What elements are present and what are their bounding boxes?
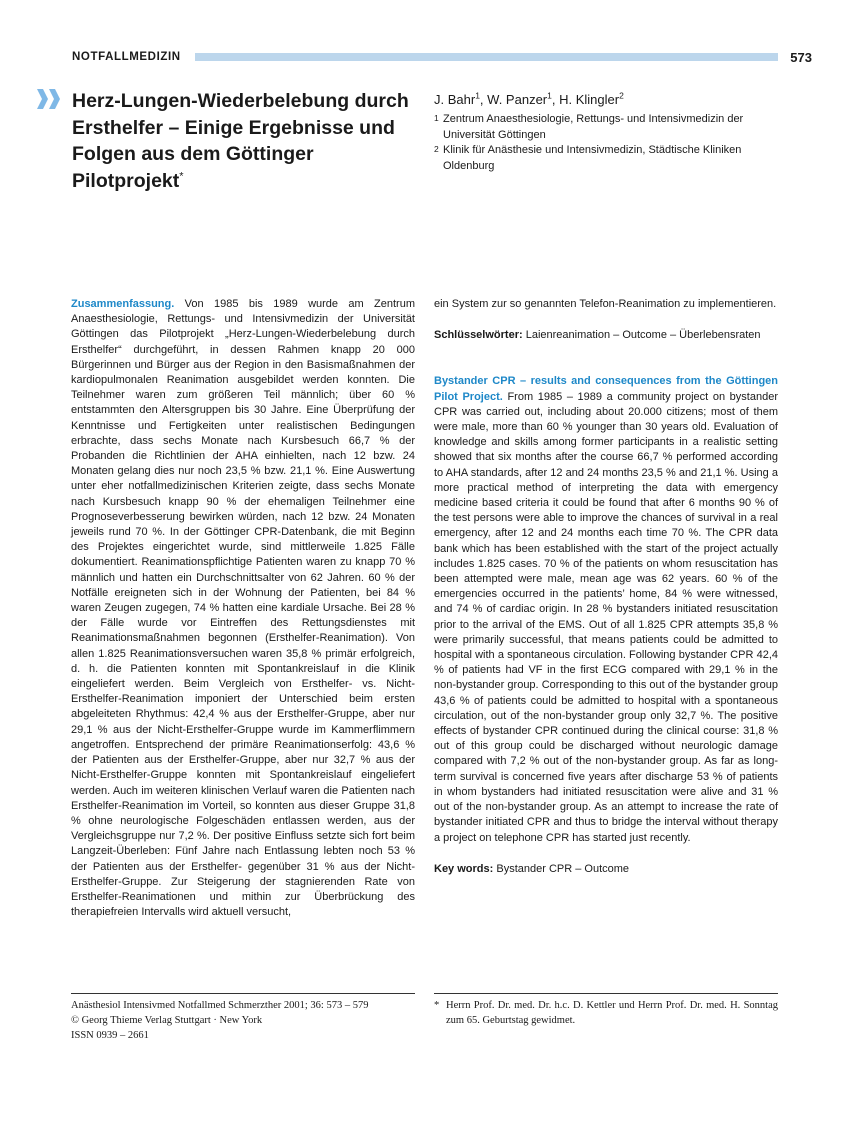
title-footnote-mark: * (179, 170, 184, 182)
page-number: 573 (790, 49, 812, 65)
author-affiliation-mark: 1 (547, 90, 552, 101)
affiliation-number: 2 (434, 144, 439, 154)
author-affiliation-mark: 2 (619, 90, 624, 101)
author-block (434, 92, 794, 174)
affiliation-text: Klinik für Anästhesie und Intensivmedizin, Städtische Kliniken Oldenburg (443, 144, 742, 172)
abstract-german (71, 297, 415, 920)
author-list: J. Bahr$^1$, W. Panzer$^1$, H. Klingler$^2$ (434, 90, 624, 107)
article-title-text: Herz-Lungen-Wiederbelebung durch Ersthelfer – Einige Ergebnisse und Folgen aus dem Göttinger Pilotprojekt (72, 90, 409, 192)
abstract-english-label: Bystander CPR – results and consequences from the Göttingen Pilot Project. (434, 375, 778, 403)
footnote (434, 998, 778, 1028)
author-name: H. Klingler (559, 92, 620, 107)
abstract-german-continued: ein System zur so genannten Telefon-Reanimation zu implementieren. (434, 298, 777, 310)
affiliation (434, 143, 794, 174)
running-header (72, 48, 812, 66)
keywords-english (434, 862, 778, 877)
abstract-german-label: Zusammenfassung. (71, 298, 175, 310)
affiliation (434, 112, 794, 143)
abstract-english-column (434, 297, 778, 877)
citation-journal: Anästhesiol Intensivmed Notfallmed Schmerzther 2001; 36: 573 – 579 (71, 1000, 369, 1011)
keywords-english-label: Key words: (434, 862, 494, 875)
keywords-german-label: Schlüsselwörter: (434, 329, 523, 342)
abstract-german-column (71, 297, 415, 920)
citation-issn: ISSN 0939 – 2661 (71, 1030, 149, 1041)
abstract-english (434, 374, 778, 845)
footnote-text: Herrn Prof. Dr. med. Dr. h.c. D. Kettler und Herrn Prof. Dr. med. H. Sonntag zum 65. Geburtstag gewidmet. (446, 1000, 778, 1026)
citation-block (71, 993, 415, 1043)
section-label: NOTFALLMEDIZIN (72, 51, 181, 63)
author-name: W. Panzer (487, 92, 548, 107)
footnote-mark: * (434, 1000, 440, 1011)
abstract-german-body: Von 1985 bis 1989 wurde am Zentrum Anaesthesiologie, Rettungs- und Intensivmedizin der Universität Göttingen das Pilotprojekt „Herz-Lungen-Wiederbelebung durch Ersthelfer“ durchgeführt, in dessen Rahmen knapp 20 000 Bürgerinnen und Bürger aus der Region in den Basismaßnahmen der kardiopulmonalen Reanimation ausgebildet werden konnten. Die Teilnehmer waren zum größeren Teil männlich; über 60 % entstammten den Altersgruppen bis 30 Jahre. Eine Überprüfung der Kenntnisse und Fertigkeiten unter realistischen Bedingungen erbrachte, dass sechs Monate nach Kursbesuch 66,7 % der Probanden die Richtlinien der AHA einhielten, nach 12 bzw. 24 Monaten gelang dies nur noch 23,5 % bzw. 21,1 %. Eine Auswertung unter eher notfallmedizinischen Kriterien zeigte, dass sechs Monate nach Kursbesuch knapp 90 % der ehemaligen Teilnehmer eine Prognoseverbesserung bewirken würden, nach 12 bzw. 24 Monaten jeweils rund 70 %. In der Göttinger CPR-Datenbank, die mit Beginn des Projektes eingerichtet wurde, sind mittlerweile 1.825 Fälle dokumentiert. Reanimationspflichtige Patienten waren zu knapp 70 % männlich und hatten ein Durchschnittsalter von 62 Jahren. 60 % der Notfälle ereigneten sich in der Wohnung der Patienten, bei 84 % waren Zeugen zugegen, 74 % hatten eine kardiale Ursache. Bei 28 % der Fälle wurde vor Eintreffen des Rettungsdienstes mit Reanimationsmaßnahmen begonnen (Ersthelfer-Reanimation). Von allen 1.825 Reanimationsversuchen waren 35,8 % primär erfolgreich, d. h. die Patienten konnten mit Spontankreislauf in die Klinik eingeliefert werden. Beim Vergleich von Ersthelfer- vs. Nicht-Ersthelfer-Reanimation imponiert der Unterschied beim ersten abgeleiteten Rhythmus: 42,4 % aus der Ersthelfer-Gruppe, aber nur 29,1 % aus der Nicht-Ersthelfer-Gruppe wurde im Kammerflimmern angetroffen. Entsprechend der primäre Reanimationserfolg: 43,6 % der Patienten aus der Ersthelfer-Gruppe, aber nur 32,7 % aus der Nicht-Ersthelfer-Gruppe konnten mit Spontankreislauf eingeliefert werden. Auch im weiteren klinischen Verlauf waren die Patienten nach Ersthelfer-Reanimation im Vorteil, so konnten aus dieser Gruppe 31,8 % ohne neurologische Folgeschäden entlassen werden, aus der Vergleichsgruppe nur 7,2 %. Der positive Einfluss setzte sich fort beim Langzeit-Überleben: Fünf Jahre nach Entlassung lebten noch 53 % der Patienten aus der Ersthelfer- gegenüber 31 % aus der Nicht-Ersthelfer-Gruppe. Zur Steigerung der stagnierenden Rate von Ersthelfer-Reanimationen und mithin zur Überbrückung des therapiefreien Intervalls wird aktuell versucht, (71, 298, 415, 919)
affiliation-number: 1 (434, 113, 439, 123)
abstract-english-body: From 1985 – 1989 a community project on bystander CPR was carried out, including about 20.000 citizens; most of them were male, more than 60 % younger than 30 years old. Evaluation of knowledge and skills among former participants in a realistic setting showed that six months after the course 66,7 % performed according to AHA standards, after 12 and 24 months 23,5 % and 21,1 %. Using a more practical method of interpreting the data with emergency medicine based criteria it could be found that after 6 months 90 % of the test persons were able to improve the chances of survival in a real emergency, after 12 and 24 months each time 70 %. The CPR data bank which has been established with the start of the project actually includes 1.825 cases. 70 % of the patients on whom resuscitation has been attempted were male, mean age was 62 years. 60 % of the emergencies occurred in the patients’ home, 84 % were witnessed, and 74 % of cardiac origin. In 28 % bystanders initiated resuscitation prior to the arrival of the EMS. Out of all 1.825 CPR attempts 35,8 % were primarily successful, that means patients could be admitted to hospital with a spontaneous circulation. Following bystander CPR 42,4 % of patients had VF in the first ECG compared with 29,1 % in the non-bystander group. Corresponding to this out of the bystander group 43,6 % of patients could be admitted to hospital with a spontaneous circulation, out of the non-bystander group only 32,7 %. The positive effects of bystander CPR continued during the clinical course: 31,8 % out of this group could be discharged without neurologic damage compared with 7,2 % out of the non-bystander group. As far as long-term survival is concerned five years after discharge 53 % of patients in whom bystanders had initiated resuscitation were alive and 31 % out of the non-bystander group. As an attempt to increase the rate of bystander initiated CPR and thus to bridge the interval without therapy a project on telephone CPR has started just recently. (434, 390, 778, 844)
citation-publisher: © Georg Thieme Verlag Stuttgart · New York (71, 1015, 263, 1026)
article-title (72, 88, 422, 194)
header-rule (195, 53, 779, 61)
keywords-german (434, 328, 778, 343)
footnote-block (434, 993, 778, 1028)
keywords-english-text: Bystander CPR – Outcome (496, 862, 630, 875)
double-chevron-quote-icon (36, 88, 62, 110)
author-affiliation-mark: 1 (475, 90, 480, 101)
keywords-german-text: Laienreanimation – Outcome – Überlebensraten (525, 329, 761, 342)
author-name: J. Bahr (434, 92, 476, 107)
affiliation-text: Zentrum Anaesthesiologie, Rettungs- und Intensivmedizin der Universität Göttingen (443, 113, 744, 141)
